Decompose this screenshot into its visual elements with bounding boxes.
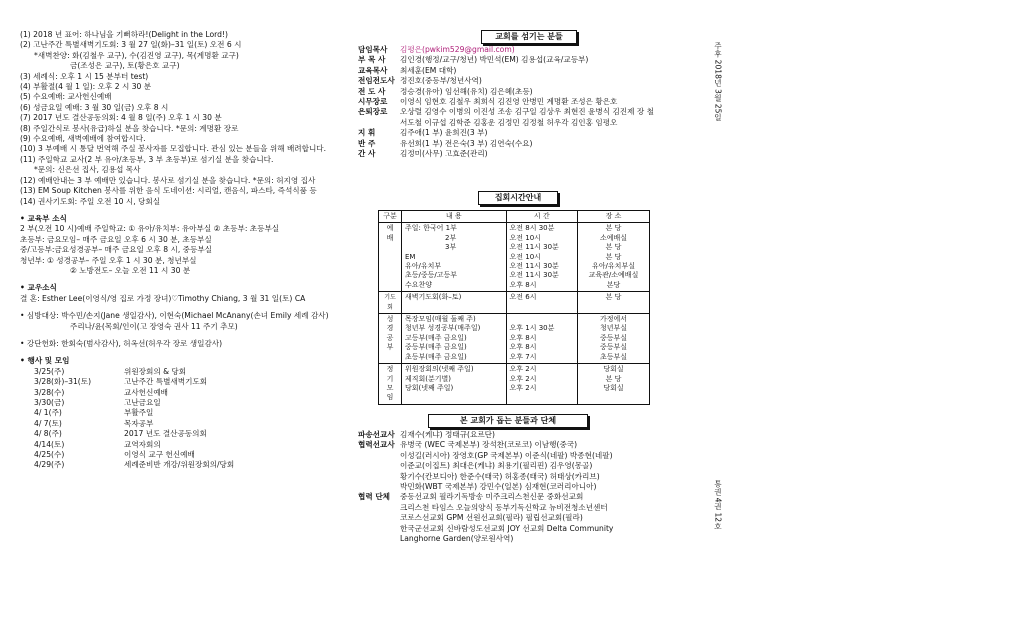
mission-row [358, 482, 703, 492]
schedule-date: 4/25(수) [34, 450, 65, 460]
mission-row [358, 513, 703, 523]
staff-names: 정진호(중등부/청년사역) [400, 76, 482, 86]
staff-names: 유선희(1 부) 전은숙(3 부) 김연숙(수요) [400, 138, 533, 148]
schedule-item [20, 460, 350, 470]
announcement-line: (11) 주일학교 교사(2 부 유아/초등부, 3 부 초등부)로 섬기실 분을 찾습니다. [20, 154, 274, 164]
worship-place-line: 본 당 [605, 374, 622, 383]
worship-time-line: 오전 11시 30분 [509, 262, 559, 271]
worship-time-line: 오전 8시 30분 [509, 224, 555, 233]
mission-names: 한국군선교회 신바람성도선교회 JOY 선교회 Delta Community [400, 523, 614, 533]
staff-row [358, 87, 703, 97]
education-line: 초등부: 금요모임– 매주 금요일 오후 6 시 30 분, 초등부실 [20, 234, 212, 244]
table-row [379, 223, 650, 292]
worship-place-line: 소예배실 [599, 233, 628, 242]
announcement-line: (7) 2017 년도 결산공동의회: 4 월 8 일(주) 오후 1 시 30 분 [20, 113, 222, 123]
mission-label: 파송선교사 [358, 430, 395, 439]
staff-role: 교육목사 [358, 65, 388, 75]
schedule-event: 2017 년도 결산공동의회 [124, 429, 207, 439]
schedule-date: 4/ 7(토) [34, 418, 62, 428]
staff-list [358, 45, 703, 159]
education-line: 청년부: ① 성경공부– 주일 오후 1 시 30 분, 청년부실 [20, 255, 197, 265]
mission-label [358, 534, 400, 544]
mission-label [358, 503, 400, 513]
staff-row [358, 97, 703, 107]
education-line: 2 부(오전 10 시)예배 주일학교: ① 유아/유치부: 유아부실 ② 초등부: 초등부실 [20, 224, 280, 234]
worship-place-line: 본 당 [605, 252, 622, 261]
announcement-line: (2) 고난주간 특별새벽기도회: 3 월 27 일(화)–31 일(토) 오전 6 시 [20, 40, 242, 50]
worship-content-line: 고등부(매주 금요일) [405, 333, 467, 342]
table-header-row [379, 211, 650, 223]
staff-row [358, 107, 703, 117]
mission-label [358, 524, 400, 534]
staff-row [358, 118, 703, 128]
mission-row [358, 503, 703, 513]
schedule-item [20, 398, 350, 408]
announcement-line: (13) EM Soup Kitchen 봉사를 위한 음식 도네이션: 시리얼, 캔음식, 파스타, 즉석식품 등 [20, 186, 317, 196]
schedule-item [20, 440, 350, 450]
worship-content [402, 292, 507, 314]
mission-names: 황기수(칸보디아) 한준수(태국) 허홍종(태국) 허태상(카리브) [400, 471, 600, 481]
category-char: 임 [386, 393, 394, 402]
schedule-item [20, 377, 350, 387]
announcement-list [20, 30, 350, 207]
mission-label [358, 472, 400, 482]
schedule-event: 고난금요일 [124, 398, 161, 407]
announcement-line: (4) 부활절(4 월 1 일): 오후 2 시 30 분 [20, 82, 152, 92]
worship-content-line: 새벽기도회(화–토) [405, 293, 462, 302]
mission-row [358, 472, 703, 482]
worship-category [379, 223, 402, 292]
worship-time-line: 오후 7시 [509, 352, 537, 361]
schedule-item [20, 408, 350, 418]
announcement-line: (6) 성금요일 예배: 3 월 30 일(금) 오후 8 시 [20, 102, 169, 112]
worship-title: 집회시간안내 [478, 191, 558, 205]
staff-role: 간 사 [358, 149, 376, 159]
schedule-item [20, 388, 350, 398]
table-row [379, 292, 650, 314]
announcement-line: (8) 주일간식로 봉사(유급)하실 분을 찾습니다. *문의: 계명환 장로 [20, 123, 239, 133]
worship-time-line: 오전 11시 30분 [509, 271, 559, 280]
worship-place-line: 청년부실 [599, 324, 628, 333]
staff-names: 오상렬 김영수 이병의 이진성 조송 김구일 김상우 최현진 윤병식 김진제 장 철 [400, 107, 654, 117]
worship-time-line: 오후 8시 [509, 280, 537, 289]
worship-time-line: 오후 1시 30분 [509, 324, 555, 333]
staff-names: 김주애(1 부) 윤희진(3 부) [400, 128, 488, 138]
staff-title: 교회를 섬기는 분들 [481, 30, 577, 44]
schedule-item [20, 419, 350, 429]
education-line: ② 노방전도– 오늘 오전 11 시 30 분 [70, 265, 191, 275]
worship-content-line: EM [405, 252, 416, 261]
worship-place [578, 292, 650, 314]
worship-time-line: 오전 10시 [509, 233, 541, 242]
table-row [379, 364, 650, 405]
staff-row [358, 55, 703, 65]
schedule-date: 4/ 8(주) [34, 429, 62, 439]
announcement-line: (10) 3 부예배 시 통달 번역해 주실 봉사자를 모집합니다. 관심 있는 분들을 위해 배려합니다. [20, 144, 327, 154]
schedule-date: 4/29(주) [34, 460, 65, 470]
worship-time-line: 오전 11시 30분 [509, 243, 559, 252]
worship-place-line: 당회실 [603, 383, 624, 392]
worship-place-line: 중등부실 [599, 333, 628, 342]
announcement-line: 금(조성은 교구), 토(황은호 교구) [70, 61, 180, 71]
mission-row [358, 492, 703, 502]
header-time: 시 간 [506, 211, 578, 223]
member-news-heading: • 교우소식 [20, 283, 57, 293]
worship-table [378, 210, 650, 405]
staff-row [358, 139, 703, 149]
schedule-date: 4/ 1(주) [34, 408, 62, 418]
worship-place-line: 중등부실 [599, 343, 628, 352]
staff-names: 이영식 임현호 김철우 최희식 김진영 안병민 계명환 조성은 황은호 [400, 97, 618, 107]
mission-names: 코로스선교회 GPM 선원선교회(필라) 필립선교회(필라) [400, 513, 583, 523]
announcement-line: *문의: 신은선 집사, 김용섭 목사 [34, 165, 141, 175]
education-line: 중/고등부:금요성경공부– 매주 금요일 오후 8 시, 중등부실 [20, 245, 213, 255]
table-row [379, 314, 650, 364]
schedule-item [20, 429, 350, 439]
category-char: 모 [386, 383, 394, 392]
worship-category [379, 364, 402, 405]
announcement-line: *새벽찬양: 화(김철우 교구), 수(김진영 교구), 목(계명환 교구) [34, 50, 239, 60]
schedule-event: 목자공부 [124, 418, 154, 428]
education-heading: • 교육부 소식 [20, 213, 67, 223]
staff-row [358, 45, 703, 55]
category-char: 예 [386, 224, 394, 233]
worship-time [506, 364, 578, 405]
worship-place-line: 교육관/소예배실 [588, 271, 639, 280]
announcement-line: (1) 2018 년 표어: 하나님을 기뻐하라!(Delight in the Lord!) [20, 30, 228, 39]
worship-time-line: 오전 10시 [509, 252, 541, 261]
bulletin-volume: 통권 4권 12호 [713, 480, 723, 530]
worship-place-line: 본 당 [605, 293, 622, 302]
mission-row [358, 534, 703, 544]
mission-names: 이성길(러시아) 장영호(GP 국제본부) 이준식(네팔) 박종현(네팔) [400, 450, 613, 460]
mission-names: 김재수(케냐) 정태규(요르단) [400, 430, 495, 439]
worship-content-line: 위원장회의(넷째 주일) [405, 365, 474, 374]
worship-place-line: 가정에서 [599, 315, 628, 324]
schedule-date: 3/30(금) [34, 398, 65, 407]
mission-title: 본 교회가 돕는 분들과 단체 [428, 414, 588, 428]
mission-names: 크리스천 타임스 오늘의양식 동부기독신학교 뉴비전청소년센터 [400, 502, 608, 512]
staff-row [358, 149, 703, 159]
worship-content-line: 청년부 성경공부(매주일) [405, 324, 481, 333]
header-content: 내 용 [402, 211, 507, 223]
announcements-column [20, 30, 350, 471]
worship-time-line: 오후 2시 [509, 383, 537, 392]
mission-names: 유병국 (WEC 국제본부) 장석찬(코로코) 이남행(중국) [400, 440, 578, 450]
category-char: 기도회 [384, 294, 396, 311]
schedule-date: 3/28(수) [34, 387, 65, 397]
mission-row [358, 524, 703, 534]
worship-content-line: 3부 [445, 243, 457, 252]
category-char: 부 [386, 343, 394, 352]
schedule-event: 세례준비반 개강/위원장회의/당회 [124, 460, 235, 470]
worship-content [402, 364, 507, 405]
worship-content-line: 수요찬양 [405, 280, 433, 289]
schedule-event: 교사헌신예배 [124, 387, 169, 397]
mission-list [358, 430, 703, 544]
visitation-line: 주리나/윤(목회/인이(고 장영숙 권사 11 주기 추모) [70, 321, 238, 331]
schedule-event: 부활주일 [124, 408, 154, 418]
worship-time [506, 223, 578, 292]
staff-names: 김인경(행정/교구/청년) 박민석(EM) 김용섭(교육/교등부) [400, 55, 589, 65]
staff-row [358, 66, 703, 76]
schedule-date: 3/28(화)–31(토) [34, 377, 92, 387]
schedule-item [20, 450, 350, 460]
worship-time-line: 오후 8시 [509, 333, 537, 342]
category-char: 성 [386, 315, 394, 324]
staff-role: 은퇴장로 [358, 107, 388, 117]
announcement-line: (14) 권사기도회: 주일 오전 10 시, 당회실 [20, 196, 161, 206]
category-char: 배 [386, 233, 394, 242]
mission-label: 협력 단체 [358, 492, 390, 502]
staff-role: 시무장로 [358, 97, 388, 107]
schedule-heading: • 행사 및 모임 [20, 356, 70, 366]
header-category: 구분 [379, 211, 402, 223]
header-place: 장 소 [578, 211, 650, 223]
visitation-line: • 심방대상: 박수민/손지(Jane 생일감사), 이현숙(Michael McAnany(손녀 Emily 세례 감사) [20, 311, 329, 321]
mission-row [358, 430, 703, 440]
category-char: 기 [386, 374, 394, 383]
schedule-event: 이영식 교구 헌신예배 [124, 450, 195, 460]
worship-time-line: 오후 8시 [509, 343, 537, 352]
schedule-event: 위원장회의 & 당회 [124, 366, 187, 376]
category-char: 경 [386, 324, 394, 333]
mission-label [358, 513, 400, 523]
schedule-item [20, 367, 350, 377]
worship-content-line: 2부 [445, 233, 457, 242]
worship-place-line: 유아/유치부실 [592, 262, 635, 271]
worship-time [506, 314, 578, 364]
worship-time-line: 오전 6시 [509, 293, 537, 302]
worship-content-line: 당회(넷째 주일) [405, 383, 454, 392]
mission-names: 중동선교회 필라기독방송 미주크리스천신문 중화선교회 [400, 492, 584, 502]
worship-place [578, 364, 650, 405]
worship-content-line: 제직회(분기별) [405, 374, 452, 383]
schedule-date: 3/25(주) [34, 366, 65, 376]
staff-role: 전 도 사 [358, 86, 386, 96]
member-news-line: 결 혼: Esther Lee(이영식/영 집로 가정 장녀)♡Timothy Chiang, 3 월 31 일(토) CA [20, 293, 306, 303]
staff-names: 최세훈(EM 대학) [400, 65, 457, 75]
worship-place-line: 본 당 [605, 243, 622, 252]
pastor-email-text[interactable]: 김평은(pwkim529@gmail.com) [400, 45, 515, 54]
worship-place-line: 초등부실 [599, 352, 628, 361]
worship-content-line: 초등/중등/고등부 [405, 271, 458, 280]
mission-names: 이준교(이집트) 최대은(케냐) 최용기(필리핀) 김우영(몽골) [400, 461, 593, 471]
worship-content [402, 314, 507, 364]
worship-time [506, 292, 578, 314]
staff-names: 정승경(유아) 임선해(유치) 김은혜(초등) [400, 86, 533, 96]
worship-time-line: 오후 2시 [509, 374, 537, 383]
staff-role: 전임전도사 [358, 76, 395, 86]
mission-label [358, 461, 400, 471]
worship-place-line: 당회실 [603, 365, 624, 374]
mission-row [358, 451, 703, 461]
worship-content-line: 초등부(매주 금요일) [405, 352, 467, 361]
mission-names: 박민화(WBT 국제본부) 강민수(일본) 심재현(코러리아니아) [400, 482, 597, 492]
announcement-line: (12) 예배안내는 3 부 예배만 있습니다. 봉사로 섬기실 분을 찾습니다. *문의: 허지영 집사 [20, 175, 316, 185]
schedule-date: 4/14(토) [34, 439, 65, 449]
staff-names: 서도철 이규섭 김학준 김홍운 김정민 김정철 허우각 김인홍 임평오 [400, 117, 618, 127]
staff-role: 반 주 [358, 138, 376, 148]
staff-role: 담임목사 [358, 45, 388, 54]
mission-label [358, 451, 400, 461]
schedule-event: 고난주간 특별새벽기도회 [124, 377, 208, 387]
worship-place [578, 223, 650, 292]
worship-place-line: 본당 [606, 280, 621, 289]
worship-category [379, 292, 402, 314]
worship-content-line: 유아/유치부 [405, 262, 442, 271]
worship-category [379, 314, 402, 364]
pulpit-flowers-line: • 강단헌화: 한회숙(범사감사), 허옥선(허우각 장로 생일감사) [20, 338, 223, 348]
mission-label: 협력선교사 [358, 440, 395, 450]
worship-time-line: 오후 2시 [509, 365, 537, 374]
worship-content-line: 중등부(매주 금요일) [405, 343, 467, 352]
mission-row [358, 461, 703, 471]
announcement-line: (9) 수요예배, 새벽예배에 참여합시다. [20, 134, 146, 144]
worship-content-line: 주일: 한국어 1부 [405, 224, 457, 233]
announcement-line: (5) 수요예배: 교사헌신예배 [20, 92, 112, 102]
worship-content-line: 목장모임(매월 둘째 주) [405, 315, 476, 324]
worship-place [578, 314, 650, 364]
worship-place-line: 본 당 [605, 224, 622, 233]
bulletin-date: 주후 2018년 3월 25일 [713, 42, 723, 122]
mission-label [358, 482, 400, 492]
schedule-event: 교역자회의 [124, 439, 161, 449]
staff-names: 김정미(사무) 고효준(관리) [400, 149, 488, 159]
staff-row [358, 128, 703, 138]
mission-names: Langhorne Garden(양로원사역) [400, 534, 514, 544]
category-char: 정 [386, 365, 394, 374]
announcement-line: (3) 세례식: 오후 1 시 15 분부터 test) [20, 71, 149, 81]
staff-role: 지 휘 [358, 128, 376, 138]
staff-role [358, 118, 400, 128]
staff-row [358, 76, 703, 86]
worship-content [402, 223, 507, 292]
schedule-list [20, 367, 350, 471]
staff-role: 부 목 사 [358, 55, 386, 65]
category-char: 공 [386, 333, 394, 342]
mission-row [358, 440, 703, 450]
